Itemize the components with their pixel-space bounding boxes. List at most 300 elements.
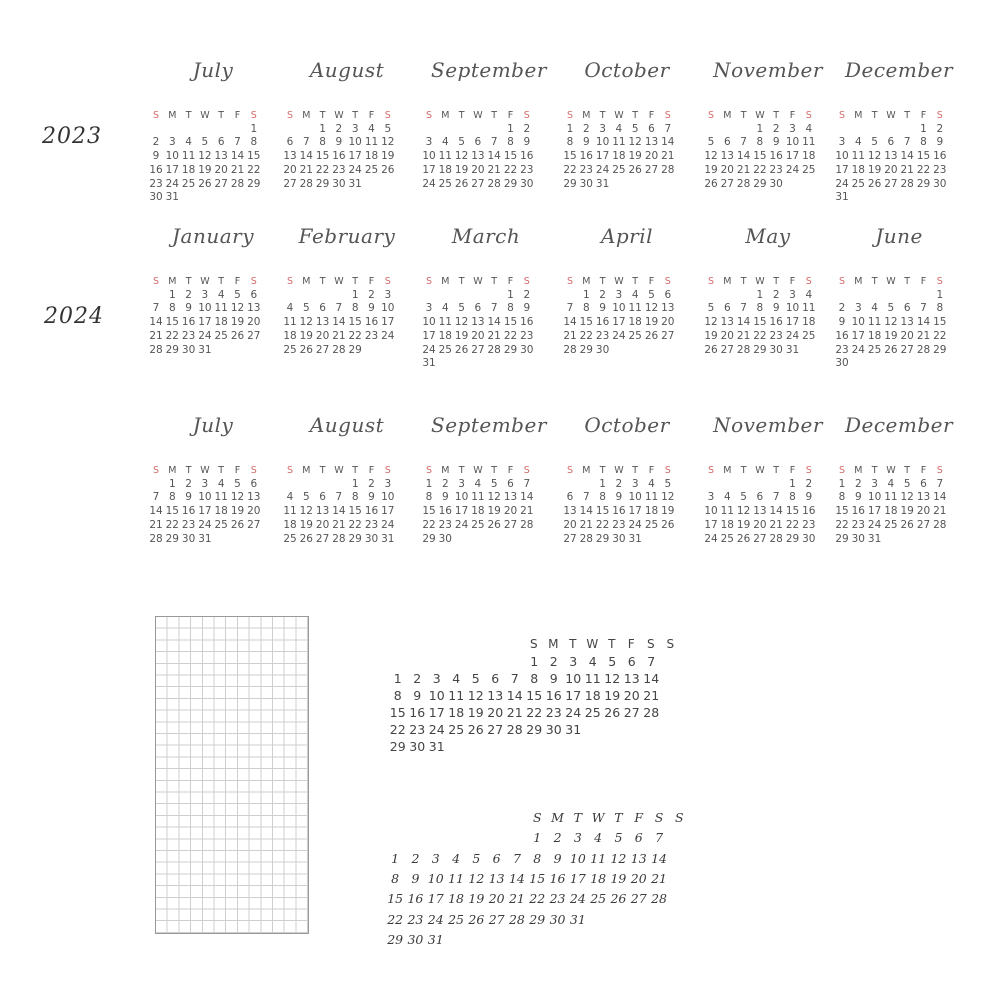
day-number: 8 [936, 302, 944, 315]
weekday-header: T [185, 465, 192, 476]
day-number: 23 [769, 163, 783, 176]
day-number: 18 [644, 505, 659, 518]
day-number: 21 [769, 518, 783, 531]
day-number: 20 [563, 518, 577, 531]
day-number: 10 [612, 302, 626, 315]
day-number: 23 [579, 163, 593, 176]
strip-day-number: 6 [492, 850, 501, 866]
strip-day-number: 18 [584, 688, 601, 703]
day-number: 13 [247, 302, 261, 315]
day-number: 15 [503, 150, 518, 163]
day-number: 7 [523, 477, 531, 490]
day-number: 30 [933, 177, 947, 190]
day-number: 10 [422, 316, 436, 329]
day-number: 16 [364, 505, 379, 518]
day-number: 21 [933, 505, 947, 518]
day-number: 14 [900, 150, 914, 163]
month-name: July [192, 413, 234, 437]
day-number: 3 [201, 288, 209, 301]
day-number: 27 [214, 177, 228, 190]
day-number: 16 [520, 316, 534, 329]
month-calendar [421, 413, 551, 573]
day-number: 21 [332, 518, 346, 531]
day-number: 29 [785, 532, 800, 545]
weekday-header: S [250, 110, 257, 121]
weekday-header: T [491, 276, 498, 287]
day-number: 19 [381, 150, 395, 163]
strip-day-number: 27 [487, 722, 504, 737]
month-calendar [562, 58, 692, 218]
year-label-2023: 2023 [42, 124, 102, 149]
strip-day-number: 14 [508, 870, 525, 886]
day-number: 12 [487, 491, 501, 504]
weekday-header: T [458, 276, 465, 287]
weekday-header: M [723, 276, 732, 287]
strip-day-number: 16 [409, 705, 426, 720]
day-number: 26 [454, 343, 469, 356]
day-number: 2 [936, 122, 944, 135]
day-number: 24 [198, 329, 212, 342]
weekday-header: T [185, 110, 192, 121]
day-number: 24 [381, 518, 395, 531]
day-number: 13 [900, 316, 914, 329]
day-number: 22 [422, 518, 436, 531]
day-number: 17 [422, 329, 436, 342]
day-number: 9 [854, 491, 862, 504]
day-number: 29 [503, 343, 518, 356]
day-number: 7 [920, 302, 927, 315]
day-number: 7 [335, 302, 343, 315]
day-number: 5 [458, 302, 465, 315]
day-number: 25 [802, 163, 816, 176]
day-number: 8 [582, 302, 590, 315]
day-number: 13 [644, 136, 659, 149]
day-number: 9 [335, 136, 343, 149]
day-number: 3 [871, 477, 878, 490]
day-number: 4 [648, 477, 655, 490]
day-number: 11 [867, 316, 882, 329]
weekday-header: S [805, 110, 812, 121]
weekday-header: M [582, 110, 591, 121]
strip-day-number: 25 [448, 911, 464, 927]
strip-day-number: 30 [407, 931, 424, 947]
strip-day-number: 20 [487, 705, 504, 720]
day-number: 2 [599, 288, 606, 301]
strip-day-number: 23 [545, 705, 562, 720]
day-number: 5 [707, 302, 715, 315]
day-number: 14 [736, 316, 751, 329]
day-number: 13 [471, 316, 485, 329]
day-number: 18 [438, 329, 452, 342]
day-number: 23 [332, 163, 346, 176]
day-number: 22 [348, 329, 362, 342]
strip-day-number: 9 [413, 688, 422, 703]
day-number: 18 [214, 316, 228, 329]
day-number: 15 [348, 505, 362, 518]
day-number: 23 [769, 329, 783, 342]
day-number: 9 [936, 136, 944, 149]
strip-day-number: 31 [427, 931, 444, 947]
day-number: 4 [474, 477, 482, 490]
day-number: 10 [628, 491, 642, 504]
day-number: 23 [595, 329, 610, 342]
strip-day-number: 24 [427, 911, 444, 927]
day-number: 30 [181, 532, 196, 545]
strip-day-number: 27 [488, 911, 505, 927]
day-number: 6 [319, 491, 326, 504]
strip-day-number: 10 [565, 671, 582, 686]
day-number: 27 [753, 532, 767, 545]
strip-day-number: 15 [387, 891, 404, 907]
day-number: 17 [198, 505, 212, 518]
day-number: 18 [438, 163, 452, 176]
day-number: 23 [802, 518, 816, 531]
day-number: 18 [283, 329, 297, 342]
day-number: 26 [198, 177, 212, 190]
strip-day-number: 16 [407, 891, 424, 907]
day-number: 24 [422, 177, 436, 190]
weekday-header: S [805, 276, 812, 287]
day-number: 14 [299, 150, 313, 163]
weekday-header: T [871, 110, 878, 121]
day-number: 5 [458, 136, 465, 149]
day-number: 26 [704, 343, 718, 356]
strip-day-number: 21 [508, 891, 525, 907]
day-number: 22 [916, 163, 931, 176]
day-number: 4 [871, 302, 878, 315]
weekday-header: M [441, 276, 450, 287]
weekday-header: T [632, 110, 639, 121]
day-number: 3 [615, 288, 623, 301]
month-name: June [875, 224, 923, 248]
day-number: 28 [900, 177, 914, 190]
day-number: 3 [201, 477, 209, 490]
day-number: 15 [165, 505, 179, 518]
weekday-header: W [755, 465, 765, 476]
day-number: 7 [664, 122, 672, 135]
weekday-header: M [302, 465, 311, 476]
strip-day-number: 1 [391, 850, 400, 866]
day-number: 24 [422, 343, 436, 356]
weekday-header: W [200, 110, 210, 121]
day-number: 10 [851, 316, 865, 329]
month-name: January [172, 224, 254, 248]
day-number: 28 [332, 532, 346, 545]
weekday-header: T [740, 110, 747, 121]
weekday-header: S [425, 110, 433, 121]
day-number: 6 [903, 302, 911, 315]
day-number: 22 [753, 163, 767, 176]
day-number: 17 [835, 163, 849, 176]
day-number: 1 [838, 477, 846, 490]
day-number: 25 [884, 518, 898, 531]
strip-weekday-header: F [634, 810, 644, 825]
day-number: 4 [854, 136, 862, 149]
day-number: 12 [454, 150, 469, 163]
strip-day-number: 22 [526, 705, 543, 720]
day-number: 7 [335, 491, 343, 504]
day-number: 21 [736, 329, 751, 342]
day-number: 1 [168, 288, 176, 301]
day-number: 22 [753, 329, 767, 342]
weekday-header: W [886, 276, 896, 287]
strip-day-number: 3 [573, 830, 582, 846]
strip-day-number: 8 [393, 688, 402, 703]
weekday-header: S [566, 465, 574, 476]
day-number: 10 [785, 302, 800, 315]
day-number: 16 [520, 150, 534, 163]
weekday-header: W [614, 276, 624, 287]
day-number: 20 [315, 518, 330, 531]
weekday-header: T [352, 465, 359, 476]
weekday-header: T [773, 110, 780, 121]
day-number: 29 [165, 343, 179, 356]
day-number: 2 [368, 288, 375, 301]
weekday-header: S [523, 276, 530, 287]
day-number: 8 [168, 491, 176, 504]
day-number: 17 [595, 150, 610, 163]
day-number: 1 [936, 288, 944, 301]
day-number: 28 [487, 343, 501, 356]
weekday-header: T [632, 465, 639, 476]
day-number: 3 [789, 288, 796, 301]
day-number: 24 [628, 518, 642, 531]
day-number: 19 [704, 329, 718, 342]
day-number: 21 [736, 163, 751, 176]
day-number: 19 [454, 329, 469, 342]
strip-day-number: 26 [467, 722, 484, 737]
weekday-header: T [632, 276, 639, 287]
day-number: 4 [805, 288, 813, 301]
day-number: 31 [867, 532, 882, 545]
weekday-header: T [352, 110, 359, 121]
day-number: 23 [520, 163, 534, 176]
day-number: 11 [214, 302, 228, 315]
strip-day-number: 23 [409, 722, 426, 737]
day-number: 29 [348, 532, 362, 545]
day-number: 14 [332, 505, 346, 518]
strip-day-number: 18 [448, 705, 465, 720]
strip-day-number: 30 [409, 739, 426, 754]
day-number: 7 [740, 302, 747, 315]
day-number: 29 [247, 177, 261, 190]
weekday-header: T [904, 276, 911, 287]
day-number: 12 [900, 491, 914, 504]
day-number: 22 [835, 518, 849, 531]
month-calendar [834, 224, 964, 384]
day-number: 7 [772, 491, 780, 504]
day-number: 19 [661, 505, 675, 518]
day-number: 2 [772, 122, 780, 135]
day-number: 25 [181, 177, 196, 190]
day-number: 1 [168, 477, 176, 490]
day-number: 25 [283, 343, 297, 356]
day-number: 24 [165, 177, 179, 190]
day-number: 15 [315, 150, 330, 163]
day-number: 2 [185, 477, 192, 490]
strip-day-number: 14 [643, 671, 660, 686]
day-number: 21 [579, 518, 593, 531]
day-number: 4 [185, 136, 192, 149]
day-number: 23 [364, 518, 379, 531]
day-number: 11 [644, 491, 659, 504]
strip-day-number: 28 [643, 705, 660, 720]
strip-day-number: 9 [549, 671, 558, 686]
weekday-header: S [523, 110, 530, 121]
day-number: 14 [933, 491, 947, 504]
strip-day-number: 21 [643, 688, 660, 703]
day-number: 12 [381, 136, 395, 149]
month-calendar [148, 224, 278, 384]
day-number: 1 [250, 122, 258, 135]
strip-day-number: 28 [506, 722, 523, 737]
month-calendar [703, 58, 833, 218]
day-number: 30 [579, 177, 593, 190]
strip-day-number: 13 [630, 850, 647, 866]
day-number: 8 [351, 491, 359, 504]
day-number: 20 [753, 518, 767, 531]
day-number: 25 [214, 518, 228, 531]
weekday-header: F [920, 465, 927, 476]
day-number: 2 [772, 288, 780, 301]
strip-day-number: 2 [411, 850, 420, 866]
day-number: 30 [769, 177, 783, 190]
weekday-header: T [871, 276, 878, 287]
day-number: 12 [230, 491, 245, 504]
day-number: 11 [802, 136, 816, 149]
day-number: 25 [802, 329, 816, 342]
weekday-header: M [723, 465, 732, 476]
day-number: 11 [612, 136, 626, 149]
day-number: 27 [720, 343, 734, 356]
month-calendar [562, 224, 692, 384]
strip-day-number: 19 [604, 688, 621, 703]
day-number: 18 [867, 329, 882, 342]
strip-day-number: 4 [594, 830, 603, 846]
day-number: 14 [579, 505, 593, 518]
day-number: 1 [507, 122, 514, 135]
strip-day-number: 15 [529, 870, 546, 886]
day-number: 9 [185, 302, 192, 315]
day-number: 27 [247, 329, 261, 342]
day-number: 8 [756, 302, 764, 315]
day-number: 17 [785, 316, 800, 329]
day-number: 17 [422, 163, 436, 176]
day-number: 12 [884, 316, 898, 329]
strip-day-number: 24 [428, 722, 445, 737]
day-number: 20 [503, 505, 518, 518]
month-name: October [584, 58, 670, 82]
weekday-header: S [838, 110, 846, 121]
day-number: 27 [247, 518, 261, 531]
day-number: 11 [181, 150, 196, 163]
day-number: 21 [332, 329, 346, 342]
day-number: 16 [438, 505, 452, 518]
day-number: 27 [661, 329, 675, 342]
weekday-header: S [805, 465, 812, 476]
day-number: 3 [425, 136, 433, 149]
day-number: 6 [723, 136, 731, 149]
strip-day-number: 10 [428, 688, 445, 703]
day-number: 3 [599, 122, 606, 135]
day-number: 30 [332, 177, 346, 190]
strip-day-number: 8 [533, 850, 542, 866]
day-number: 16 [364, 316, 379, 329]
weekday-header: M [441, 110, 450, 121]
day-number: 15 [835, 505, 849, 518]
day-number: 8 [789, 491, 796, 504]
strip-day-number: 4 [588, 654, 597, 669]
month-name: February [298, 224, 396, 248]
day-number: 12 [454, 316, 469, 329]
day-number: 18 [802, 316, 816, 329]
day-number: 16 [769, 316, 783, 329]
day-number: 28 [769, 532, 783, 545]
day-number: 11 [364, 136, 379, 149]
day-number: 27 [884, 177, 898, 190]
day-number: 4 [631, 288, 639, 301]
day-number: 12 [661, 491, 675, 504]
day-number: 19 [198, 163, 212, 176]
day-number: 8 [507, 302, 514, 315]
weekday-header: T [599, 276, 606, 287]
weekday-header: S [838, 276, 846, 287]
strip-day-number: 14 [651, 850, 667, 866]
day-number: 9 [523, 302, 531, 315]
weekday-header: S [566, 276, 574, 287]
day-number: 10 [595, 136, 610, 149]
weekday-header: M [854, 110, 863, 121]
strip-day-number: 26 [468, 911, 485, 927]
day-number: 26 [661, 518, 675, 531]
month-calendar [282, 58, 412, 218]
day-number: 15 [165, 316, 179, 329]
weekday-header: S [152, 110, 160, 121]
day-number: 18 [214, 505, 228, 518]
day-number: 8 [168, 302, 176, 315]
month-name: August [309, 413, 385, 437]
strip-day-number: 19 [467, 705, 484, 720]
day-number: 7 [903, 136, 911, 149]
day-number: 10 [165, 150, 179, 163]
day-number: 6 [474, 302, 482, 315]
weekday-header: S [152, 465, 160, 476]
day-number: 6 [250, 477, 258, 490]
day-number: 28 [520, 518, 534, 531]
day-number: 17 [198, 316, 212, 329]
day-number: 21 [487, 163, 501, 176]
month-name: December [844, 413, 954, 437]
month-calendar [562, 413, 692, 573]
day-number: 21 [900, 163, 914, 176]
strip-day-number: 23 [407, 911, 424, 927]
day-number: 4 [441, 302, 449, 315]
day-number: 9 [582, 136, 590, 149]
day-number: 19 [884, 329, 898, 342]
day-number: 6 [920, 477, 927, 490]
month-calendar [421, 224, 551, 384]
month-name: April [600, 224, 654, 248]
day-number: 20 [214, 163, 228, 176]
day-number: 26 [704, 177, 718, 190]
strip-weekday-header: T [573, 810, 582, 825]
strip-day-number: 29 [387, 931, 404, 947]
strip-day-number: 11 [584, 671, 601, 686]
strip-day-number: 23 [549, 891, 566, 907]
day-number: 18 [471, 505, 485, 518]
day-number: 22 [247, 163, 261, 176]
day-number: 19 [900, 505, 914, 518]
